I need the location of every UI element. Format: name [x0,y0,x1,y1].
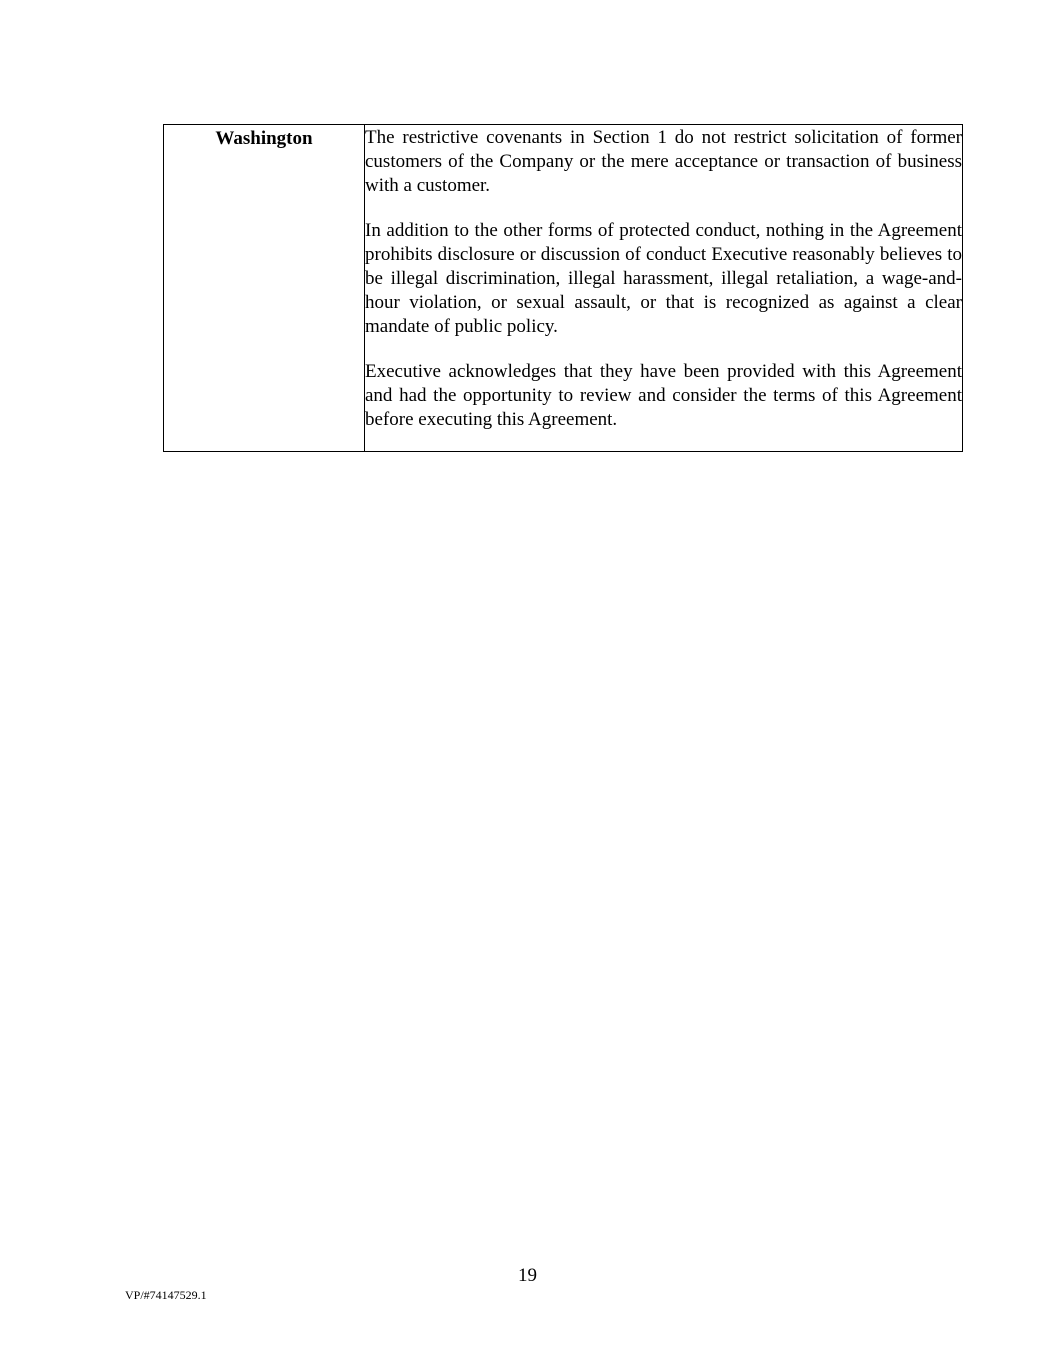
state-provisions-table [163,124,963,452]
document-id: VP/#74147529.1 [125,1288,207,1302]
provisions-cell [365,125,963,452]
table-row [164,125,963,452]
provision-paragraph: Executive acknowledges that they have been provided with this Agreement and had the opportunity to review and consider the terms of this Agreement before executing this Agreement. [365,361,962,430]
provision-paragraph: The restrictive covenants in Section 1 do not restrict solicitation of former customers of the Company or the mere acceptance or transaction of business with a customer. [365,127,962,196]
state-cell [164,125,365,452]
provision-paragraph: In addition to the other forms of protected conduct, nothing in the Agreement prohibits disclosure or discussion of conduct Executive reasonably believes to be illegal discrimination, illegal harassment, illegal retaliation, a wage-and-hour violation, or sexual assault, or that is recognized as against a clear mandate of public policy. [365,220,962,337]
page-number: 19 [518,1265,537,1286]
provisions-text [365,125,962,451]
state-name: Washington [215,128,313,149]
